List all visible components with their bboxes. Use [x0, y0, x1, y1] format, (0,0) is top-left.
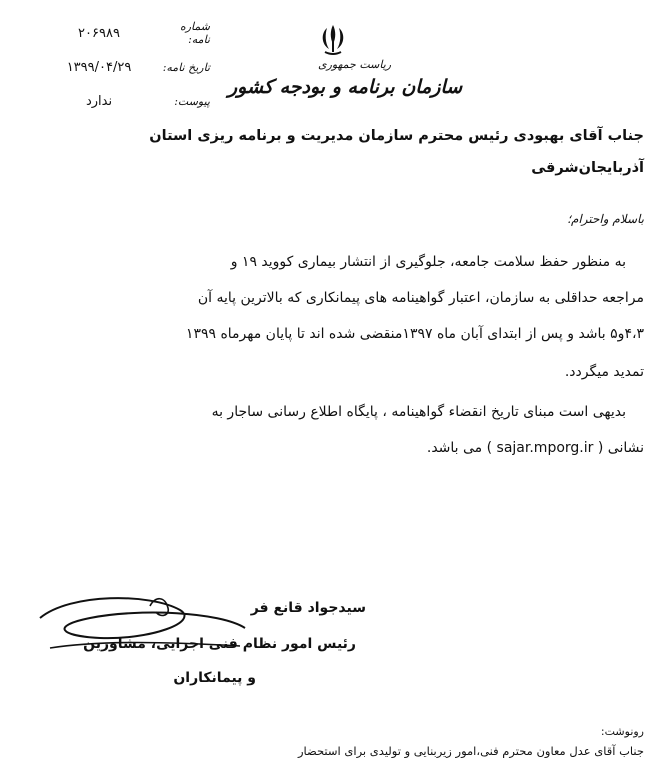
- salutation: باسلام واحترام؛: [567, 212, 644, 226]
- presidency-label: ریاست جمهوری: [318, 58, 392, 71]
- signatory-name: سیدجواد قانع فر: [250, 600, 366, 616]
- body-line-2: مراجعه حداقلی به سازمان، اعتبار گواهینامه های پیمانکاری که بالاترین پایه آن: [197, 290, 644, 306]
- letter-date-label: تاریخ نامه:: [162, 60, 210, 74]
- body-line-3: ۴،۳و۵ باشد و پس از ابتدای آبان ماه ۱۳۹۷منقضی شده اند تا پایان مهرماه ۱۳۹۹: [185, 326, 644, 342]
- letter-number-row: [40, 22, 210, 44]
- signatory-title-line-2: و پیمانکاران: [173, 670, 256, 686]
- recipient-line-1: جناب آقای بهبودی رئیس محترم سازمان مدیریت و برنامه ریزی استان: [149, 128, 644, 144]
- letter-date-value: ۱۳۹۹/۰۴/۲۹: [66, 59, 132, 75]
- attachment-row: [40, 90, 210, 112]
- body-line-4: تمدید میگردد.: [564, 364, 644, 380]
- letter-date-row: [40, 56, 210, 78]
- body-line-6: نشانی ( sajar.mporg.ir ) می باشد.: [426, 440, 644, 456]
- attachment-label: پیوست:: [174, 94, 210, 108]
- signatory-title-line-1: رئیس امور نظام فنی اجرایی، مشاورین: [83, 636, 356, 652]
- letter-number-value: ۲۰۶۹۸۹: [78, 25, 120, 41]
- attachment-value: ندارد: [85, 93, 113, 109]
- body-line-1: به منظور حفظ سلامت جامعه، جلوگیری از انتشار بیماری کووید ۱۹ و: [230, 254, 626, 270]
- handwritten-signature: [30, 588, 260, 668]
- letter-number-label: شماره نامه:: [179, 20, 210, 46]
- body-line-5: بدیهی است مبنای تاریخ انقضاء گواهینامه ، پایگاه اطلاع رسانی ساجار به: [211, 404, 626, 420]
- recipient-line-2: آذربایجان‌شرقی: [531, 160, 644, 176]
- cc-recipient: جناب آقای عدل معاون محترم فنی،امور زیربنایی و تولیدی برای استحضار: [297, 744, 644, 758]
- iran-emblem-icon: [316, 22, 350, 58]
- cc-title: رونوشت:: [600, 725, 644, 738]
- organization-name: سازمان برنامه و بودجه کشور: [228, 76, 463, 98]
